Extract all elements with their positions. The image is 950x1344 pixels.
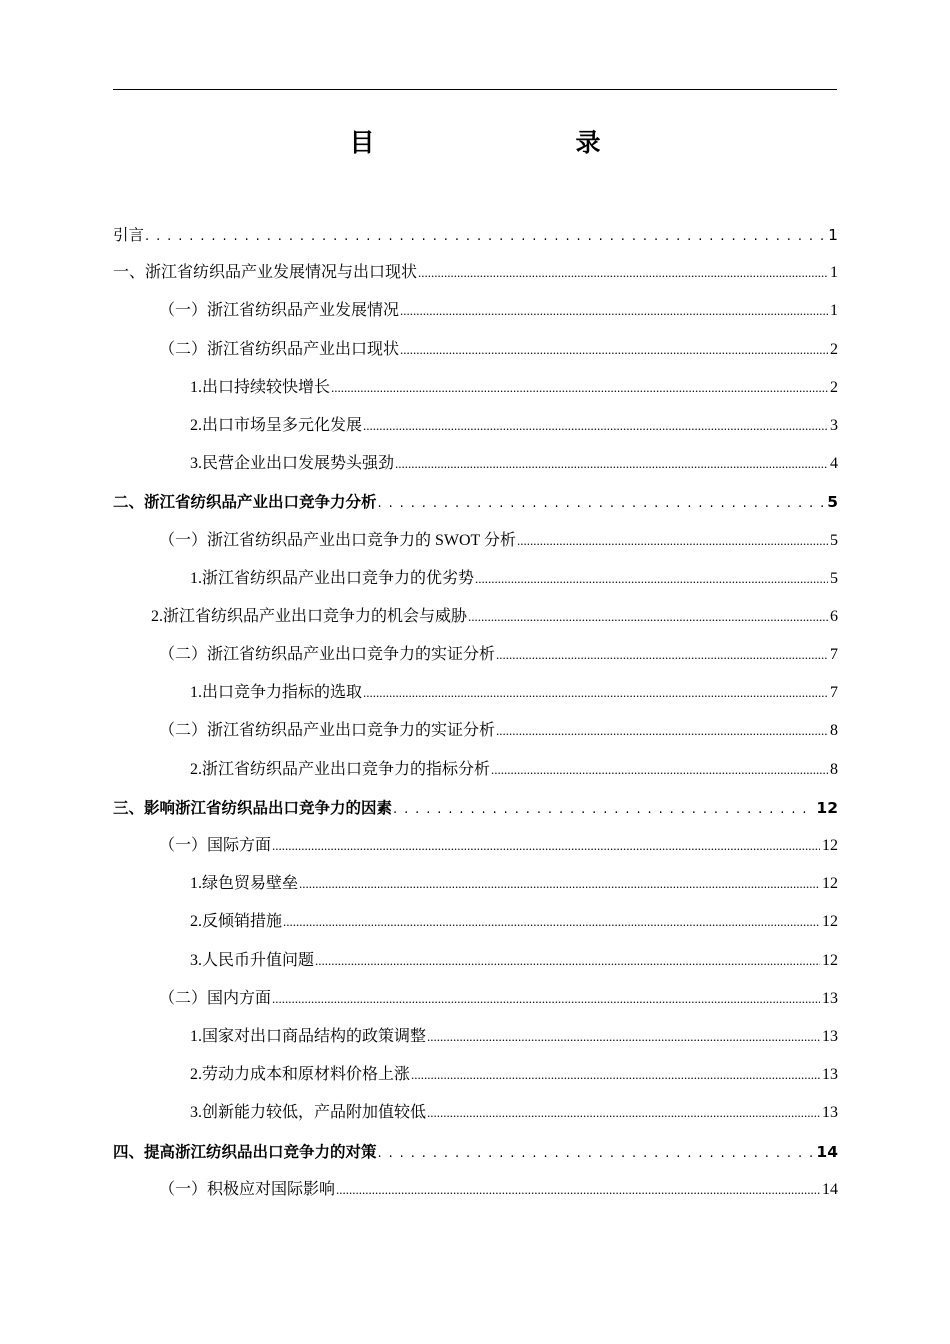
toc-entry-page-number: 13 (822, 1104, 838, 1122)
toc-entry-page-number: 14 (822, 1180, 838, 1198)
dot-leader (517, 528, 828, 554)
dot-leader (491, 757, 828, 783)
toc-entry-page-number: 1 (828, 226, 838, 244)
toc-entry-page-number: 6 (830, 607, 838, 625)
header-rule (113, 89, 837, 90)
toc-entry-page-number: 5 (830, 569, 838, 587)
toc-entry-page-number: 12 (822, 913, 838, 931)
dot-leader (411, 1062, 820, 1088)
dot-leader (145, 222, 826, 250)
toc-entry-label: 二、浙江省纺织品产业出口竞争力分析 (113, 493, 377, 512)
dot-leader (283, 909, 820, 935)
dot-leader (363, 413, 828, 439)
dot-leader (400, 298, 828, 324)
toc-entry-page-number: 7 (830, 684, 838, 702)
dot-leader (496, 718, 828, 744)
dot-leader (336, 1177, 820, 1203)
toc-entry-label: 2.反倾销措施 (190, 913, 283, 931)
toc-entry[interactable] (113, 718, 838, 756)
dot-leader (400, 337, 828, 363)
toc-entry[interactable] (113, 1062, 838, 1100)
toc-entry-label: 1.国家对出口商品结构的政策调整 (190, 1027, 427, 1045)
toc-entry-page-number: 1 (830, 302, 838, 320)
toc-entry-label: 三、影响浙江省纺织品出口竞争力的因素 (113, 798, 393, 817)
toc-entry[interactable] (113, 528, 838, 566)
toc-entry-label: 2.浙江省纺织品产业出口竞争力的机会与威胁 (151, 607, 468, 625)
dot-leader (418, 260, 828, 286)
toc-entry-label: 3.创新能力较低，产品附加值较低 (190, 1104, 427, 1122)
toc-entry-label: 3.人民币升值问题 (190, 951, 315, 969)
toc-entry-label: （一）积极应对国际影响 (159, 1180, 336, 1198)
toc-entry[interactable] (113, 222, 838, 260)
toc-entry-label: （一）国际方面 (159, 837, 272, 854)
toc-entry[interactable] (113, 757, 838, 795)
dot-leader (378, 1139, 815, 1167)
toc-entry[interactable] (113, 986, 838, 1024)
toc-entry-label: （一）浙江省纺织品产业发展情况 (159, 302, 400, 320)
toc-entry[interactable] (113, 795, 838, 833)
toc-entry[interactable] (113, 566, 838, 604)
toc-entry[interactable] (113, 871, 838, 909)
toc-entry[interactable] (113, 1177, 838, 1215)
toc-entry[interactable] (113, 260, 838, 298)
dot-leader (427, 1100, 820, 1126)
dot-leader (272, 986, 820, 1012)
toc-entry[interactable] (113, 909, 838, 947)
toc-entry-page-number: 12 (822, 951, 838, 969)
toc-entry-page-number: 14 (816, 1142, 838, 1161)
dot-leader (331, 375, 828, 401)
toc-entry-page-number: 8 (830, 722, 838, 740)
toc-entry-label: 一、浙江省纺织品产业发展情况与出口现状 (113, 264, 418, 282)
table-of-contents (113, 222, 838, 1215)
toc-entry[interactable] (113, 1024, 838, 1062)
toc-entry-page-number: 2 (830, 340, 838, 358)
toc-entry[interactable] (113, 1139, 838, 1177)
toc-entry-page-number: 12 (816, 798, 838, 817)
dot-leader (395, 451, 828, 477)
toc-entry-page-number: 12 (822, 837, 838, 854)
toc-entry-label: 2.劳动力成本和原材料价格上涨 (190, 1066, 411, 1084)
toc-entry-label: 2.浙江省纺织品产业出口竞争力的指标分析 (190, 760, 491, 778)
toc-entry-page-number: 5 (830, 531, 838, 549)
dot-leader (427, 1024, 820, 1050)
toc-entry[interactable] (113, 413, 838, 451)
toc-entry[interactable] (113, 680, 838, 718)
toc-entry[interactable] (113, 451, 838, 489)
toc-entry-label: （二）浙江省纺织品产业出口竞争力的实证分析 (159, 722, 496, 740)
toc-entry-page-number: 13 (822, 989, 838, 1007)
toc-entry[interactable] (113, 948, 838, 986)
toc-entry-label: （二）浙江省纺织品产业出口现状 (159, 340, 400, 358)
dot-leader (363, 680, 828, 706)
toc-entry[interactable] (113, 375, 838, 413)
toc-entry-page-number: 7 (830, 646, 838, 664)
toc-entry[interactable] (113, 833, 838, 871)
toc-entry-page-number: 13 (822, 1066, 838, 1084)
dot-leader (475, 566, 828, 592)
toc-entry-label: 1.出口持续较快增长 (190, 378, 331, 396)
toc-entry-label: 1.浙江省纺织品产业出口竞争力的优劣势 (190, 569, 475, 587)
dot-leader (315, 948, 820, 974)
toc-entry[interactable] (113, 604, 838, 642)
toc-entry-label: （二）国内方面 (159, 989, 272, 1007)
toc-entry-label: 引言 (113, 226, 145, 244)
toc-entry[interactable] (113, 1100, 838, 1138)
dot-leader (272, 833, 820, 859)
dot-leader (468, 604, 828, 630)
dot-leader (299, 871, 820, 897)
toc-entry-page-number: 3 (830, 416, 838, 434)
toc-entry-label: 3.民营企业出口发展势头强劲 (190, 455, 395, 473)
toc-entry[interactable] (113, 642, 838, 680)
page-title: 目 录 (349, 128, 689, 157)
toc-entry-label: 1.出口竞争力指标的选取 (190, 684, 363, 702)
toc-entry-page-number: 8 (830, 760, 838, 778)
toc-entry-label: 1.绿色贸易壁垒 (190, 875, 299, 893)
toc-entry[interactable] (113, 337, 838, 375)
toc-entry-page-number: 13 (822, 1027, 838, 1045)
toc-entry-label: （一）浙江省纺织品产业出口竞争力的 SWOT 分析 (159, 531, 517, 549)
toc-entry[interactable] (113, 489, 838, 527)
toc-entry-page-number: 1 (830, 264, 838, 282)
toc-entry-label: 四、提高浙江纺织品出口竞争力的对策 (113, 1142, 377, 1161)
toc-entry-page-number: 5 (827, 493, 838, 512)
toc-entry-label: 2.出口市场呈多元化发展 (190, 416, 363, 434)
toc-entry-page-number: 4 (830, 455, 838, 473)
dot-leader (496, 642, 828, 668)
toc-entry-page-number: 12 (822, 875, 838, 893)
dot-leader (393, 795, 814, 823)
toc-entry-label: （二）浙江省纺织品产业出口竞争力的实证分析 (159, 646, 496, 664)
toc-entry[interactable] (113, 298, 838, 336)
toc-entry-page-number: 2 (830, 378, 838, 396)
dot-leader (378, 489, 826, 517)
